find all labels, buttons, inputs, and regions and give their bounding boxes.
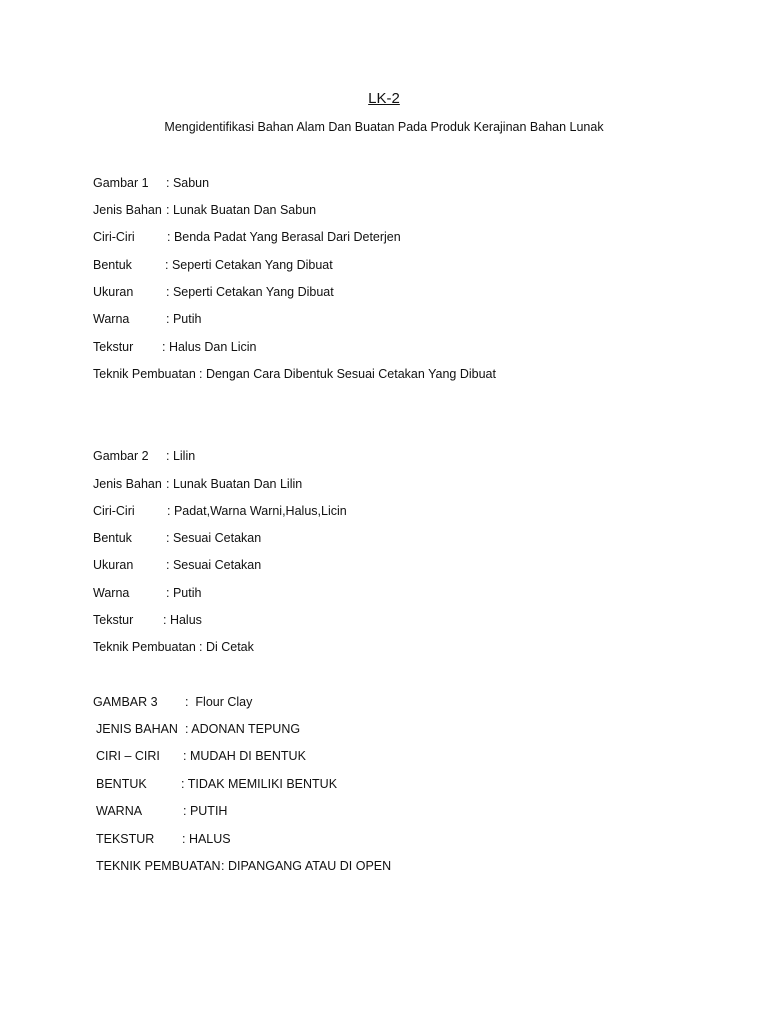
row-label: Ukuran bbox=[93, 558, 134, 572]
g1-row-jenis-bahan bbox=[93, 202, 316, 218]
row-label: GAMBAR 3 bbox=[93, 695, 158, 709]
g1-row-ciri-ciri bbox=[93, 229, 401, 245]
row-value: : Benda Padat Yang Berasal Dari Deterjen bbox=[167, 230, 401, 244]
row-label: Tekstur bbox=[93, 613, 134, 627]
row-value: : Dengan Cara Dibentuk Sesuai Cetakan Yang Dibuat bbox=[199, 367, 496, 381]
g1-row-gambar bbox=[93, 175, 209, 191]
g2-row-bentuk bbox=[93, 530, 261, 546]
row-value: : Flour Clay bbox=[185, 695, 253, 709]
g1-row-ukuran bbox=[93, 284, 334, 300]
row-label: Tekstur bbox=[93, 340, 134, 354]
row-label: BENTUK bbox=[96, 777, 147, 791]
g1-row-teknik bbox=[93, 366, 496, 382]
g3-row-warna bbox=[96, 803, 227, 819]
g3-row-ciri-ciri bbox=[96, 748, 306, 764]
row-value: : Di Cetak bbox=[199, 640, 254, 654]
row-value: : PUTIH bbox=[183, 804, 228, 818]
g1-row-warna bbox=[93, 311, 201, 327]
g3-row-teknik bbox=[96, 858, 391, 874]
g3-row-bentuk bbox=[96, 776, 337, 792]
row-value: : DIPANGANG ATAU DI OPEN bbox=[221, 859, 392, 873]
g1-row-tekstur bbox=[93, 339, 257, 355]
row-value: : Sesuai Cetakan bbox=[166, 531, 262, 545]
row-label: Jenis Bahan bbox=[93, 477, 162, 491]
row-label: CIRI – CIRI bbox=[96, 749, 160, 763]
row-label: Teknik Pembuatan bbox=[93, 367, 196, 381]
row-label: JENIS BAHAN bbox=[96, 722, 178, 736]
page-title: LK-2 bbox=[368, 90, 400, 107]
row-label: Gambar 1 bbox=[93, 176, 149, 190]
row-value: : HALUS bbox=[182, 832, 231, 846]
row-value: : Putih bbox=[166, 312, 202, 326]
row-value: : Seperti Cetakan Yang Dibuat bbox=[165, 258, 333, 272]
row-label: Teknik Pembuatan bbox=[93, 640, 196, 654]
row-label: WARNA bbox=[96, 804, 143, 818]
row-value: : Halus bbox=[163, 613, 202, 627]
row-label: Gambar 2 bbox=[93, 449, 149, 463]
row-label: Ciri-Ciri bbox=[93, 230, 135, 244]
row-value: : Sabun bbox=[166, 176, 210, 190]
row-label: Bentuk bbox=[93, 531, 132, 545]
row-value: : Lunak Buatan Dan Lilin bbox=[166, 477, 303, 491]
row-label: Ciri-Ciri bbox=[93, 504, 135, 518]
row-label: Warna bbox=[93, 312, 130, 326]
row-value: : Seperti Cetakan Yang Dibuat bbox=[166, 285, 334, 299]
row-label: TEKSTUR bbox=[96, 832, 155, 846]
row-value: : Putih bbox=[166, 586, 202, 600]
g3-row-tekstur bbox=[96, 831, 231, 847]
row-value: : Padat,Warna Warni,Halus,Licin bbox=[167, 504, 347, 518]
row-label: Jenis Bahan bbox=[93, 203, 162, 217]
g2-row-gambar bbox=[93, 448, 195, 464]
g3-row-gambar bbox=[93, 694, 252, 710]
g2-row-tekstur bbox=[93, 612, 202, 628]
g2-row-warna bbox=[93, 585, 201, 601]
g3-row-jenis-bahan bbox=[96, 721, 300, 737]
g2-row-ukuran bbox=[93, 557, 261, 573]
row-value: : Halus Dan Licin bbox=[162, 340, 257, 354]
g2-row-jenis-bahan bbox=[93, 476, 302, 492]
row-value: : Sesuai Cetakan bbox=[166, 558, 262, 572]
row-label: Warna bbox=[93, 586, 130, 600]
row-label: Ukuran bbox=[93, 285, 134, 299]
row-value: : MUDAH DI BENTUK bbox=[183, 749, 306, 763]
row-label: Bentuk bbox=[93, 258, 132, 272]
g1-row-bentuk bbox=[93, 257, 333, 273]
page-subtitle: Mengidentifikasi Bahan Alam Dan Buatan Pada Produk Kerajinan Bahan Lunak bbox=[164, 120, 604, 134]
row-value: : TIDAK MEMILIKI BENTUK bbox=[181, 777, 338, 791]
row-label: TEKNIK PEMBUATAN bbox=[96, 859, 221, 873]
g2-row-teknik bbox=[93, 639, 254, 655]
row-value: : Lilin bbox=[166, 449, 196, 463]
row-value: : Lunak Buatan Dan Sabun bbox=[166, 203, 317, 217]
row-value: : ADONAN TEPUNG bbox=[185, 722, 301, 736]
g2-row-ciri-ciri bbox=[93, 503, 347, 519]
